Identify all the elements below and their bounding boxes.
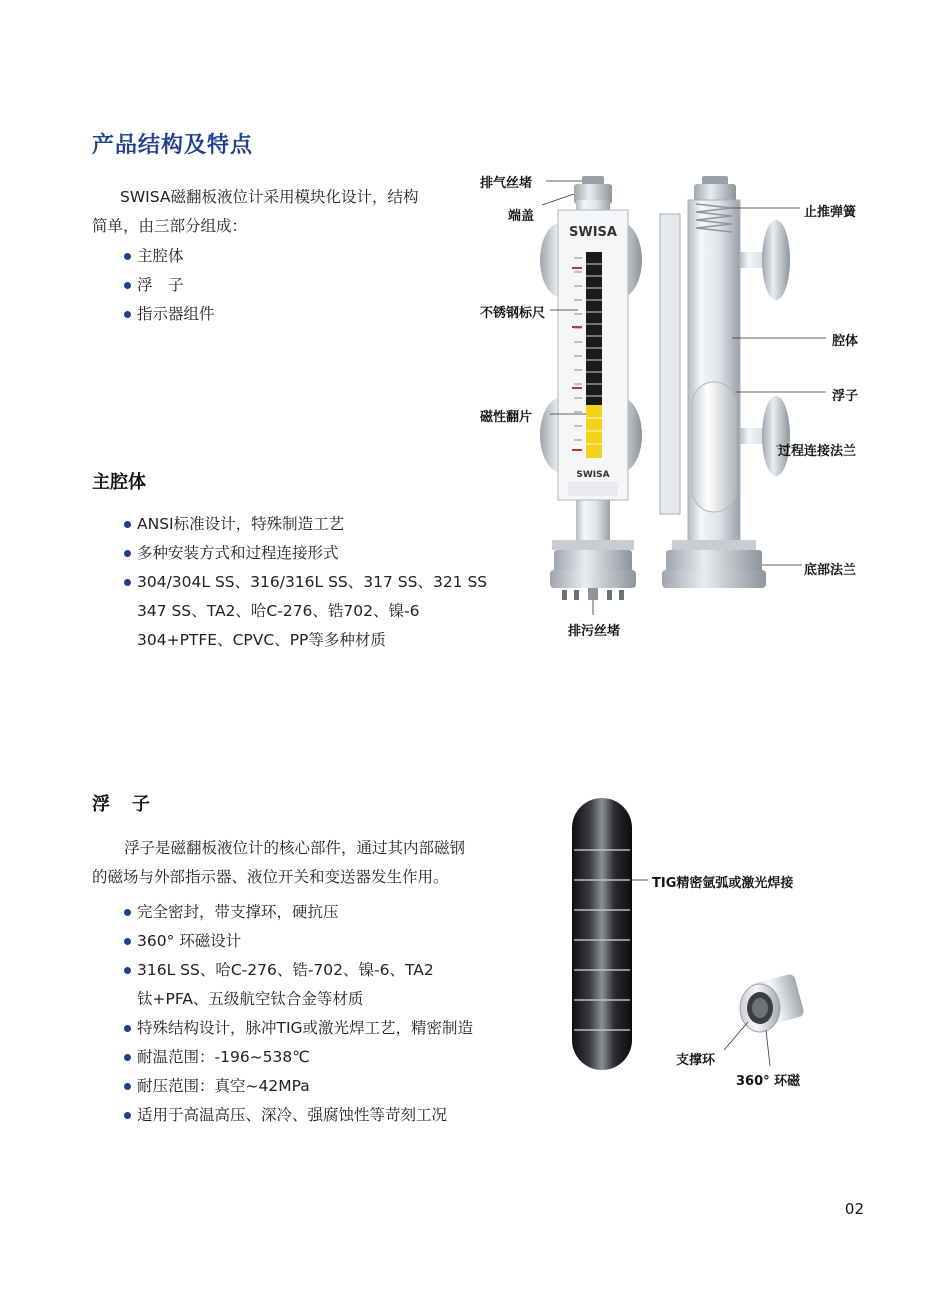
- list-item: 完全密封，带支撑环，硬抗压: [124, 898, 473, 927]
- float-para-1: 浮子是磁翻板液位计的核心部件，通过其内部磁钢: [124, 839, 466, 857]
- list-item: ANSI标准设计，特殊制造工艺: [124, 510, 487, 539]
- list-item: 浮 子: [124, 271, 215, 300]
- label-drain-plug: 排污丝堵: [568, 624, 621, 639]
- support-ring-icon: [740, 973, 805, 1032]
- float-heading: 浮 子: [92, 794, 152, 815]
- bullet-dot-icon: [124, 550, 131, 557]
- list-item: 主腔体: [124, 242, 215, 271]
- bullet-dot-icon: [124, 311, 131, 318]
- bullet-dot-icon: [124, 1054, 131, 1061]
- bottom-flange: [554, 550, 632, 572]
- materials-continuation: 304+PTFE、CPVC、PP等多种材质: [137, 631, 386, 649]
- float-illustration: [560, 790, 820, 1090]
- label-support-ring: 支撑环: [676, 1053, 716, 1068]
- indicator-side: [660, 214, 680, 514]
- label-flaps: 磁性翻片: [480, 410, 533, 425]
- section-gauge: [660, 176, 790, 588]
- list-item: 耐压范围：真空~42MPa: [124, 1072, 473, 1101]
- materials-continuation: 钛+PFA、五级航空钛合金等材质: [137, 990, 364, 1008]
- brand-logo-small: SWISA: [576, 470, 610, 480]
- label-vent-plug: 排气丝堵: [480, 176, 533, 191]
- list-item: 304/304L SS、316/316L SS、317 SS、321 SS 347 SS、TA2、哈C-276、锆702、镍-6 304+PTFE、CPVC、PP等多种材质: [124, 568, 487, 655]
- label-weld: TIG精密氩弧或激光焊接: [652, 876, 794, 891]
- upper-process-flange: [762, 220, 790, 300]
- front-gauge: [540, 176, 642, 600]
- list-item: 特殊结构设计，脉冲TIG或激光焊工艺，精密制造: [124, 1014, 473, 1043]
- list-item: 多种安装方式和过程连接形式: [124, 539, 487, 568]
- list-item: 指示器组件: [124, 300, 215, 329]
- label-chamber: 腔体: [832, 334, 859, 349]
- list-item: 360° 环磁设计: [124, 927, 473, 956]
- label-scale: 不锈钢标尺: [480, 306, 546, 321]
- brand-logo: SWISA: [569, 225, 617, 240]
- bullet-dot-icon: [124, 1025, 131, 1032]
- bullet-dot-icon: [124, 909, 131, 916]
- label-spring: 止推弹簧: [804, 205, 857, 220]
- bullet-dot-icon: [124, 1083, 131, 1090]
- bullet-dot-icon: [124, 938, 131, 945]
- list-item: 适用于高温高压、深冷、强腐蚀性等苛刻工况: [124, 1101, 473, 1130]
- bullet-dot-icon: [124, 1112, 131, 1119]
- float-features: [124, 898, 473, 1130]
- float-para-2: 的磁场与外部指示器、液位开关和变送器发生作用。: [92, 868, 449, 886]
- intro-line-1: SWISA磁翻板液位计采用模块化设计，结构: [120, 188, 419, 206]
- materials-continuation: 347 SS、TA2、哈C-276、锆702、镍-6: [137, 602, 420, 620]
- label-bottom-flange: 底部法兰: [804, 563, 857, 578]
- label-end-cap: 端盖: [508, 209, 535, 224]
- list-item: 耐温范围：-196~538℃: [124, 1043, 473, 1072]
- label-float: 浮子: [832, 389, 859, 404]
- section-bottom-flange: [666, 550, 762, 572]
- flaps-yellow: [586, 405, 602, 458]
- float-icon: [692, 382, 736, 512]
- main-body-heading: 主腔体: [92, 472, 146, 493]
- components-list: [124, 242, 215, 329]
- float-body-icon: [572, 798, 632, 1070]
- page-title: 产品结构及特点: [92, 133, 254, 158]
- bullet-dot-icon: [124, 521, 131, 528]
- bullet-dot-icon: [124, 967, 131, 974]
- page-number: 02: [844, 1200, 864, 1218]
- intro-line-2: 简单，由三部分组成：: [92, 217, 248, 235]
- label-ring-magnet: 360° 环磁: [736, 1074, 801, 1089]
- list-item: 316L SS、哈C-276、锆-702、镍-6、TA2 钛+PFA、五级航空钛合金等材质: [124, 956, 473, 1014]
- main-body-features: [124, 510, 487, 655]
- bullet-dot-icon: [124, 579, 131, 586]
- lower-process-flange: [762, 396, 790, 476]
- bullet-dot-icon: [124, 253, 131, 260]
- drain-plug-icon: [588, 588, 598, 600]
- bullet-dot-icon: [124, 282, 131, 289]
- label-process-flange: 过程连接法兰: [778, 444, 857, 459]
